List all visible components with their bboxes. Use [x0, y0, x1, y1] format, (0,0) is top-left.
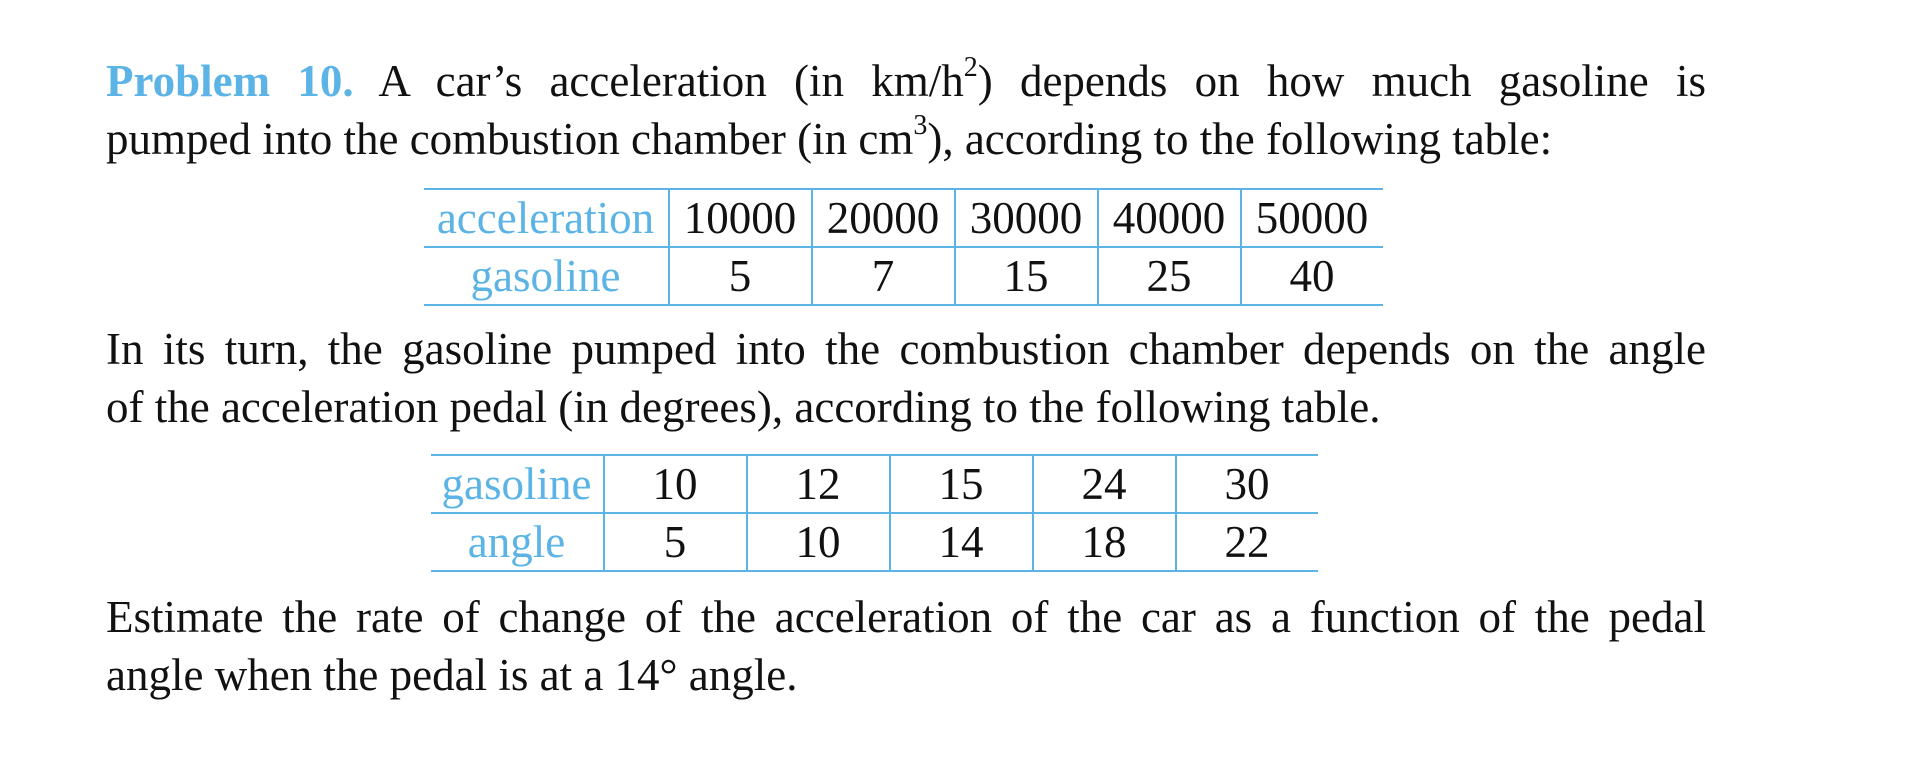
table-cell: 40 — [1241, 247, 1383, 305]
problem-middle — [106, 320, 1706, 436]
table-cell: 22 — [1176, 513, 1318, 571]
exponent-cubed: 3 — [913, 110, 928, 141]
table-row — [431, 513, 1318, 571]
table-cell: 7 — [812, 247, 955, 305]
intro-text-2a: pumped into the combustion chamber (in cm — [106, 114, 914, 164]
table-cell: 5 — [604, 513, 747, 571]
table-cell: 25 — [1098, 247, 1241, 305]
table-cell: 10 — [747, 513, 890, 571]
exponent-squared: 2 — [963, 52, 978, 83]
middle-line-2: of the acceleration pedal (in degrees), according to the following table. — [106, 382, 1381, 432]
problem-page — [106, 52, 1706, 704]
table-cell: 12 — [747, 455, 890, 513]
problem-label: Problem 10. — [106, 56, 354, 106]
middle-line-1: In its turn, the gasoline pumped into the combustion chamber depends on the angle — [106, 324, 1706, 374]
table-row — [424, 247, 1383, 305]
table-row — [424, 189, 1383, 247]
table-cell: 20000 — [812, 189, 955, 247]
acceleration-gasoline-table — [424, 188, 1383, 306]
table-cell: 10 — [604, 455, 747, 513]
problem-question — [106, 588, 1706, 704]
intro-text-2b: ), according to the following table: — [927, 114, 1553, 164]
table-cell: 14 — [890, 513, 1033, 571]
table-cell: 30 — [1176, 455, 1318, 513]
table-cell: 10000 — [669, 189, 812, 247]
row-header-gasoline: gasoline — [431, 455, 604, 513]
row-header-acceleration: acceleration — [424, 189, 669, 247]
row-header-angle: angle — [431, 513, 604, 571]
table-row — [431, 455, 1318, 513]
gasoline-angle-table — [431, 454, 1318, 572]
table-cell: 50000 — [1241, 189, 1383, 247]
row-header-gasoline: gasoline — [424, 247, 669, 305]
table-cell: 5 — [669, 247, 812, 305]
gasoline-angle-table-wrap — [42, 454, 1706, 572]
intro-text-1b: ) depends on how much gasoline is — [977, 56, 1706, 106]
table-cell: 40000 — [1098, 189, 1241, 247]
table-cell: 18 — [1033, 513, 1176, 571]
problem-intro — [106, 52, 1706, 168]
final-line-2: angle when the pedal is at a 14° angle. — [106, 650, 798, 700]
intro-line-1 — [106, 52, 1706, 110]
table-cell: 30000 — [955, 189, 1098, 247]
intro-line-2 — [106, 110, 1706, 168]
table-cell: 24 — [1033, 455, 1176, 513]
final-line-1: Estimate the rate of change of the acceleration of the car as a function of the pedal — [106, 592, 1706, 642]
table-cell: 15 — [890, 455, 1033, 513]
intro-text-1a: A car’s acceleration (in km/h — [378, 56, 964, 106]
acceleration-gasoline-table-wrap — [100, 188, 1706, 306]
table-cell: 15 — [955, 247, 1098, 305]
